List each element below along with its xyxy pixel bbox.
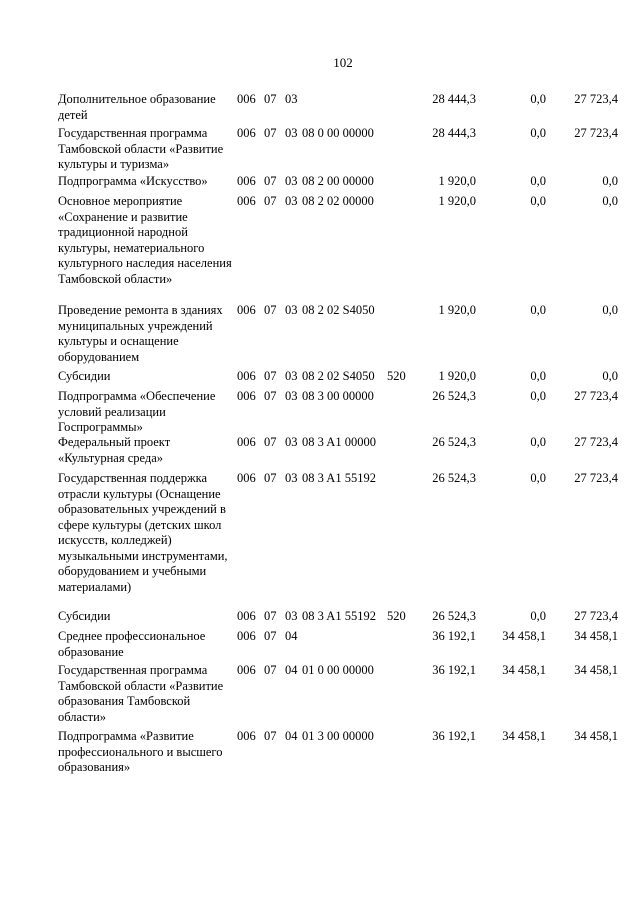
row-target-code: 08 2 00 00000 bbox=[302, 174, 374, 188]
row-subsection-code: 03 bbox=[285, 471, 298, 485]
row-section-code: 07 bbox=[264, 629, 277, 643]
row-ved-code: 006 bbox=[237, 369, 256, 383]
row-sum-1: 1 920,0 bbox=[438, 194, 476, 208]
page-number: 102 bbox=[333, 55, 353, 70]
row-sum-1: 1 920,0 bbox=[438, 174, 476, 188]
row-ved-code: 006 bbox=[237, 609, 256, 623]
row-sum-3: 34 458,1 bbox=[574, 663, 618, 677]
row-sum-1: 1 920,0 bbox=[438, 303, 476, 317]
row-sum-2: 0,0 bbox=[530, 435, 546, 449]
row-sum-2: 34 458,1 bbox=[502, 729, 546, 743]
row-expense-type: 520 bbox=[387, 609, 406, 623]
row-sum-1: 36 192,1 bbox=[432, 629, 476, 643]
row-ved-code: 006 bbox=[237, 92, 256, 106]
row-section-code: 07 bbox=[264, 92, 277, 106]
row-section-code: 07 bbox=[264, 471, 277, 485]
row-sum-3: 27 723,4 bbox=[574, 389, 618, 403]
row-sum-1: 28 444,3 bbox=[432, 92, 476, 106]
row-name: Государственная поддержка отрасли культуры (Оснащение образовательных учреждений в сфере культуры (детских школ искусств, колледжей) музыкальными инструментами, оборудованием и учебными материалами) bbox=[58, 471, 228, 594]
row-target-code: 08 0 00 00000 bbox=[302, 126, 374, 140]
row-section-code: 07 bbox=[264, 609, 277, 623]
row-name: Федеральный проект «Культурная среда» bbox=[58, 435, 171, 465]
row-sum-3: 27 723,4 bbox=[574, 609, 618, 623]
row-name: Подпрограмма «Обеспечение условий реализации Госпрограммы» bbox=[58, 389, 216, 434]
row-sum-2: 0,0 bbox=[530, 471, 546, 485]
row-section-code: 07 bbox=[264, 389, 277, 403]
row-ved-code: 006 bbox=[237, 303, 256, 317]
row-section-code: 07 bbox=[264, 174, 277, 188]
row-section-code: 07 bbox=[264, 729, 277, 743]
row-section-code: 07 bbox=[264, 435, 277, 449]
row-target-code: 08 2 02 00000 bbox=[302, 194, 374, 208]
row-name: Основное мероприятие «Сохранение и развитие традиционной народной культуры, нематериального культурного наследия населения Тамбовской области» bbox=[58, 194, 232, 286]
row-sum-2: 0,0 bbox=[530, 609, 546, 623]
row-sum-1: 26 524,3 bbox=[432, 609, 476, 623]
row-sum-2: 0,0 bbox=[530, 389, 546, 403]
row-target-code: 01 0 00 00000 bbox=[302, 663, 374, 677]
row-name: Государственная программа Тамбовской области «Развитие культуры и туризма» bbox=[58, 126, 224, 171]
row-sum-1: 36 192,1 bbox=[432, 729, 476, 743]
row-ved-code: 006 bbox=[237, 389, 256, 403]
row-subsection-code: 04 bbox=[285, 729, 298, 743]
row-ved-code: 006 bbox=[237, 629, 256, 643]
row-ved-code: 006 bbox=[237, 126, 256, 140]
row-sum-1: 36 192,1 bbox=[432, 663, 476, 677]
row-sum-2: 0,0 bbox=[530, 369, 546, 383]
row-sum-1: 26 524,3 bbox=[432, 435, 476, 449]
row-subsection-code: 03 bbox=[285, 369, 298, 383]
row-sum-3: 0,0 bbox=[602, 174, 618, 188]
row-subsection-code: 03 bbox=[285, 609, 298, 623]
row-name: Дополнительное образование детей bbox=[58, 92, 216, 122]
row-sum-1: 28 444,3 bbox=[432, 126, 476, 140]
row-ved-code: 006 bbox=[237, 174, 256, 188]
row-subsection-code: 03 bbox=[285, 389, 298, 403]
row-subsection-code: 04 bbox=[285, 663, 298, 677]
row-ved-code: 006 bbox=[237, 729, 256, 743]
row-subsection-code: 03 bbox=[285, 194, 298, 208]
row-sum-3: 34 458,1 bbox=[574, 729, 618, 743]
row-sum-3: 0,0 bbox=[602, 303, 618, 317]
row-sum-2: 34 458,1 bbox=[502, 629, 546, 643]
row-target-code: 08 3 A1 00000 bbox=[302, 435, 376, 449]
row-sum-2: 0,0 bbox=[530, 194, 546, 208]
row-subsection-code: 03 bbox=[285, 92, 298, 106]
row-subsection-code: 03 bbox=[285, 303, 298, 317]
row-section-code: 07 bbox=[264, 369, 277, 383]
row-ved-code: 006 bbox=[237, 471, 256, 485]
row-target-code: 08 2 02 S4050 bbox=[302, 369, 375, 383]
row-target-code: 01 3 00 00000 bbox=[302, 729, 374, 743]
row-sum-3: 27 723,4 bbox=[574, 471, 618, 485]
row-sum-2: 0,0 bbox=[530, 126, 546, 140]
row-target-code: 08 3 A1 55192 bbox=[302, 471, 376, 485]
row-sum-3: 0,0 bbox=[602, 369, 618, 383]
row-section-code: 07 bbox=[264, 194, 277, 208]
row-sum-3: 0,0 bbox=[602, 194, 618, 208]
row-subsection-code: 03 bbox=[285, 174, 298, 188]
row-section-code: 07 bbox=[264, 126, 277, 140]
row-name: Государственная программа Тамбовской области «Развитие образования Тамбовской области» bbox=[58, 663, 224, 724]
row-sum-1: 1 920,0 bbox=[438, 369, 476, 383]
row-target-code: 08 2 02 S4050 bbox=[302, 303, 375, 317]
row-name: Подпрограмма «Развитие профессионального и высшего образования» bbox=[58, 729, 223, 774]
row-name: Субсидии bbox=[58, 609, 111, 623]
row-sum-2: 0,0 bbox=[530, 303, 546, 317]
row-sum-3: 27 723,4 bbox=[574, 126, 618, 140]
row-name: Субсидии bbox=[58, 369, 111, 383]
row-sum-3: 27 723,4 bbox=[574, 435, 618, 449]
row-expense-type: 520 bbox=[387, 369, 406, 383]
row-name: Подпрограмма «Искусство» bbox=[58, 174, 208, 188]
row-sum-2: 0,0 bbox=[530, 92, 546, 106]
row-ved-code: 006 bbox=[237, 194, 256, 208]
row-section-code: 07 bbox=[264, 303, 277, 317]
row-sum-3: 27 723,4 bbox=[574, 92, 618, 106]
row-name: Среднее профессиональное образование bbox=[58, 629, 206, 659]
row-sum-3: 34 458,1 bbox=[574, 629, 618, 643]
row-sum-1: 26 524,3 bbox=[432, 389, 476, 403]
row-target-code: 08 3 00 00000 bbox=[302, 389, 374, 403]
row-name: Проведение ремонта в зданиях муниципальных учреждений культуры и оснащение оборудованием bbox=[58, 303, 223, 364]
row-ved-code: 006 bbox=[237, 663, 256, 677]
row-sum-2: 0,0 bbox=[530, 174, 546, 188]
row-sum-2: 34 458,1 bbox=[502, 663, 546, 677]
row-ved-code: 006 bbox=[237, 435, 256, 449]
row-subsection-code: 03 bbox=[285, 126, 298, 140]
row-section-code: 07 bbox=[264, 663, 277, 677]
row-sum-1: 26 524,3 bbox=[432, 471, 476, 485]
row-target-code: 08 3 A1 55192 bbox=[302, 609, 376, 623]
row-subsection-code: 03 bbox=[285, 435, 298, 449]
row-subsection-code: 04 bbox=[285, 629, 298, 643]
